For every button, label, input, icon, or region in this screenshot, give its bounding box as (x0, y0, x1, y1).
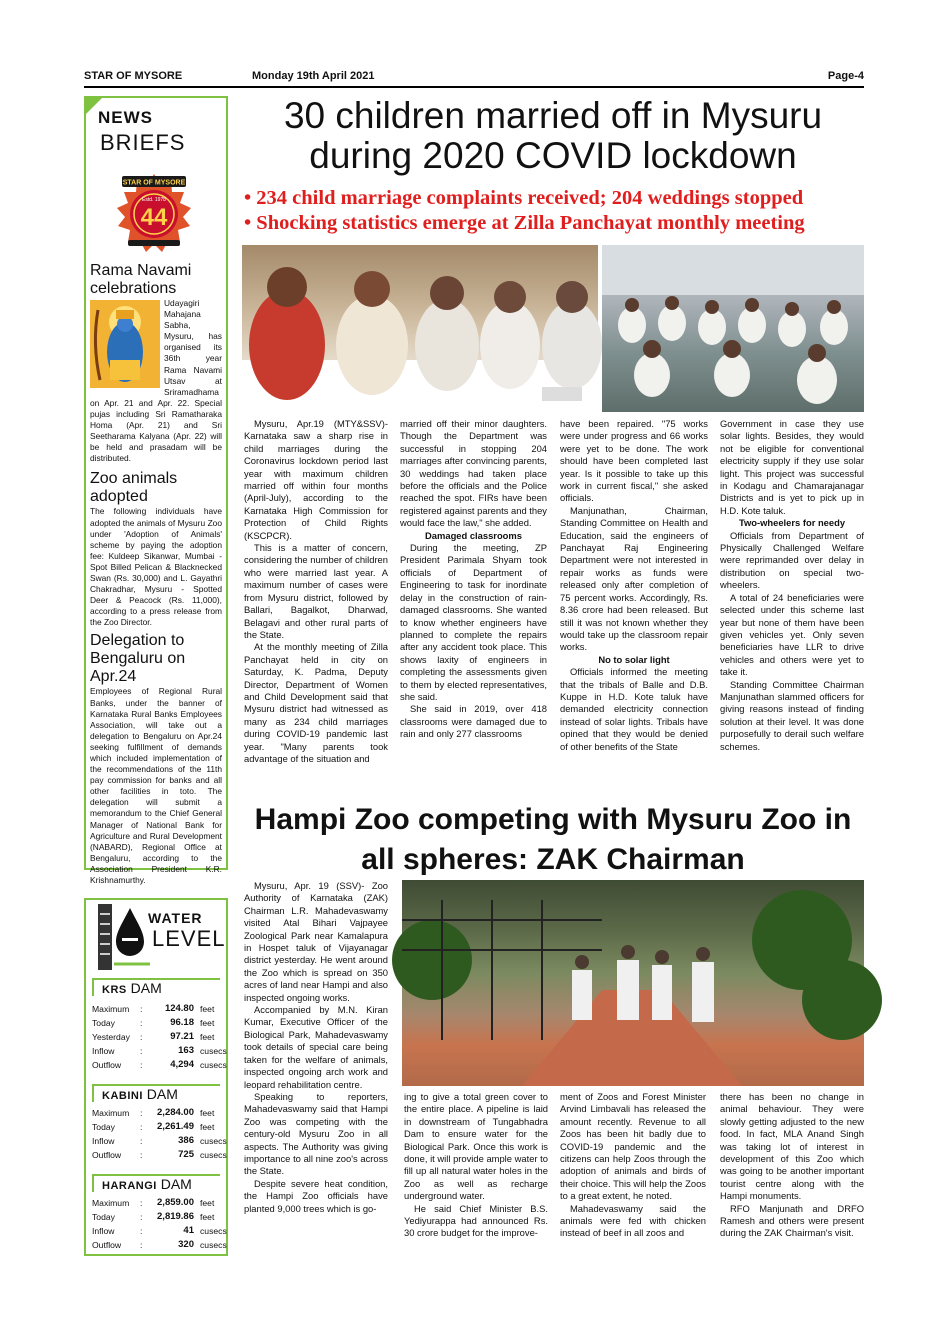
story1-column-3 (560, 418, 708, 753)
dam-row: Inflow : 163 cusecs (92, 1045, 227, 1056)
paragraph: Mahadevaswamy said the animals were fed with chicken instead of beef in all zoos and (560, 1202, 706, 1239)
paragraph: Manjunathan, Chairman, Standing Committee on Health and Education, said the engineers of Panchayat Raj Engineering Department were not interested in repair works as funds were released only after completion of 75 percent works. Accordingly, Rs. 8.36 crore had been released. But still it was not known whether they would take up the classroom repair works. (560, 504, 708, 653)
briefs-list (86, 260, 226, 886)
dam-row: Outflow : 320 cusecs (92, 1239, 227, 1250)
subheading: No to solar light (598, 653, 670, 665)
dam-row: Today : 2,261.49 feet (92, 1121, 215, 1132)
story2-column-3 (560, 1091, 706, 1240)
story1-column-4 (720, 418, 864, 753)
headline-child-marriages: 30 children married off in Mysuru during 2020 COVID lockdown (283, 95, 823, 176)
subheading: Two-wheelers for needy (738, 517, 846, 529)
anniversary-seal-icon (104, 170, 204, 256)
dam-row: Outflow : 4,294 cusecs (92, 1059, 227, 1070)
paragraph: Speaking to reporters, Mahadevaswamy said that Hampi Zoo was competing with the century-old Mysuru Zoo in all aspects. The Authority was giving importance to all nine zoo's across the State. (244, 1090, 388, 1177)
story1-subheads (244, 186, 864, 236)
paragraph: She said in 2019, over 418 classrooms were damaged due to rain and only 277 classrooms (400, 703, 547, 740)
dam-header-harangi: HARANGI DAM (92, 1174, 220, 1192)
dam-row: Outflow : 725 cusecs (92, 1149, 227, 1160)
paragraph: Officials informed the meeting that the tribals of Balle and D.B. Kuppe in H.D. Kote taluk have demanded electricity connection instead of solar lights. Tribals have opined that they would be denied of other benefits of the State (560, 666, 708, 752)
paragraph: Accompanied by M.N. Kiran Kumar, Executive Officer of the Biological Park, Mahadevaswamy took details of special care being taken for the welfare of animals, inspected ongoing arch work and leopard rehabilitation centre. (244, 1004, 388, 1090)
story1-column-2 (400, 418, 547, 741)
dam-row: Maximum : 2,859.00 feet (92, 1197, 215, 1208)
water-subtitle: LEVEL (152, 926, 226, 951)
paragraph: have been repaired. "75 works were under progress and 66 works were yet to be done. The work should have been completed last year. Is it possible to take up this work in current fiscal," she asked officials. (560, 418, 708, 504)
dam-row: Maximum : 2,284.00 feet (92, 1107, 215, 1118)
dam-row: Maximum : 124.80 feet (92, 1003, 215, 1014)
issue-date: Monday 19th April 2021 (252, 70, 375, 82)
paragraph: ing to give a total green cover to the entire place. A pipeline is laid in downstream of Tungabhadra Dam to ensure water for the Biological Park. Once this work is done, it will provide ample water to fill up all natural water holes in the Zoo as well as recharge underground water. (404, 1091, 548, 1202)
paragraph: During the meeting, ZP President Parimala Shyam took officials of Department of Engineering to task for inordinate delay in the construction of rain-damaged classrooms. She wanted to know whether engineers have planned to complete the repairs after any accident took place. This shows laxity of engineers in completing the assessments given to them by elected representatives, she said. (400, 542, 547, 702)
paragraph: He said Chief Minister B.S. Yediyurappa had announced Rs. 30 crore budget for the improve- (404, 1202, 548, 1239)
paragraph: Despite severe heat condition, the Hampi Zoo officials have planted 9,000 trees which is go- (244, 1177, 388, 1214)
seal-est: Estd. 1978 (142, 197, 166, 203)
meeting-officials-photo (242, 245, 598, 412)
brief-text: Employees of Regional Rural Banks, under the banner of Karnataka Rural Banks Employees Association, will take out a delegation to Bengaluru on Apr.24 seeking fulfillment of demands which included implementation of the recommendations of the 11th pay commission for banks and all other facilities in toto. The delegation will submit a memorandum to the Chief General Manager of National Bank for Agriculture and Rural Development (NABARD), Regional Office at Bengaluru, according to the Association President K.R. Krishnamurthy. (90, 686, 222, 886)
seal-number: 44 (140, 204, 168, 231)
paragraph: Mysuru, Apr. 19 (SSV)- Zoo Authority of Karnataka (ZAK) Chairman L.R. Mahadevaswamy visited Atal Bihari Vajpayee Zoological Park near Kamalapura in Hospet taluk of Vijayanagar district yesterday. He went around the Zoo which is spread on 350 acres of land near Hampi and also inspected ongoing works. (244, 880, 388, 1003)
meeting-audience-photo (602, 245, 864, 412)
story2-column-4 (720, 1091, 864, 1240)
news-briefs-box (84, 96, 228, 886)
brief-text: The following individuals have adopted the animals of Mysuru Zoo under 'Adoption of Animals' scheme by paying the adoption fee: Kuldeep Sikanwar, Mumbai - Spot Billed Pelican & Blacknecked Swan (Rs. 30,000) and L. Gayathri Chakradhar, Mysuru - Spotted Deer & Peacock (Rs. 11,000), according to a press release from the Zoo Director. (90, 506, 222, 628)
dam-header-kabini: KABINI DAM (92, 1084, 220, 1102)
paragraph: At the monthly meeting of Zilla Panchayat held in city on Saturday, K. Padma, Deputy Director, Department of Women and Child Development said that Mysuru district had witnessed as many as 234 child marriages during COVID-19 pandemic last year. "Many parents took advantage of the situation and (244, 641, 388, 764)
paragraph: A total of 24 beneficiaries were selected under this scheme last year but none of them have been given vehicles yet. Only seven beneficiaries have LLR to drive vehicles and others were yet to take it. (720, 591, 864, 678)
zoo-visit-photo (402, 880, 864, 1086)
dam-row: Today : 96.18 feet (92, 1017, 215, 1028)
paragraph: Officials from Department of Physically Challenged Welfare were reprimanded over delay in distribution on special two-wheelers. (720, 529, 864, 591)
story2-column-1 (244, 880, 388, 1215)
brief-headline: Zoo animals adopted (90, 470, 178, 506)
paper-name: STAR OF MYSORE (84, 70, 183, 82)
dam-header-krs: KRS DAM (92, 978, 220, 996)
masthead (84, 70, 864, 86)
paragraph: Standing Committee Chairman Manjunathan slammed officers for giving reasons instead of finding solution at their level. It was done purposefully to derail such welfare schemes. (720, 678, 864, 752)
news-briefs-subtitle: BRIEFS (100, 130, 186, 155)
page-number: Page-4 (827, 70, 864, 82)
dam-row: Inflow : 41 cusecs (92, 1225, 227, 1236)
rama-picture (90, 300, 160, 388)
dam-row: Today : 2,819.86 feet (92, 1211, 215, 1222)
paragraph: Government in case they use solar lights. Besides, they would not be eligible for conventional electricity supply if they use solar light. This project was successful in Kodagu and Chamarajanagar Districts and is yet to pick up in H.D. Kote taluk. (720, 418, 864, 516)
paragraph: RFO Manjunath and DRFO Ramesh and others were present during the ZAK Chairman's visit. (720, 1202, 864, 1239)
subhead-bullet: • 234 child marriage complaints received; 204 weddings stopped (244, 187, 804, 209)
brief-text: Udayagiri Mahajana Sabha, Mysuru, has organised its 36th year Rama Navami Utsav at Sriramadhama on Apr. 21 and Apr. 22. Special pujas including Sri Ramatharaka Homa (Apr. 21) and Sri Seetharama Kalyana (Apr. 22) will be held and prasadam will be distributed. (90, 298, 222, 464)
news-briefs-title: NEWS (98, 108, 153, 127)
masthead-rule (84, 86, 864, 88)
water-level-box (84, 898, 228, 1256)
brief-headline: Rama Navami celebrations (90, 262, 192, 297)
headline-hampi-zoo: Hampi Zoo competing with Mysuru Zoo in all spheres: ZAK Chairman (254, 803, 852, 876)
paragraph: there has been no change in animal behaviour. They were slowly getting adjusted to the new food. In fact, MLA Anand Singh was taking lot of interest in development of this Zoo which was going to be another important tourist centre along with the Hampi monuments. (720, 1091, 864, 1202)
brief-headline: Delegation to Bengaluru on Apr.24 (90, 632, 186, 686)
paragraph: Mysuru, Apr.19 (MTY&SSV)- Karnataka saw a sharp rise in child marriages during the Coronavirus lockdown period last year with maximum children married off within four months (April-July), according to the Karnataka High Commission for Protection of Child Rights (KSCPCR). (244, 418, 388, 541)
subheading: Damaged classrooms (425, 529, 522, 541)
paragraph: This is a matter of concern, considering the number of children who were married last year. A maximum number of cases were from Mysuru district, followed by Ballari, Bagalkot, Dharwad, Belagavi and other rural parts of the State. (244, 542, 388, 640)
dam-row: Yesterday : 97.21 feet (92, 1031, 215, 1042)
paragraph: ment of Zoos and Forest Minister Arvind Limbavali has released the amount recently. Revenue to all Zoos has been hit badly due to COVID-19 pandemic and the citizens can help Zoos through the adoption of animals and birds of their choice. This will help the Zoos to a great extent, he noted. (560, 1091, 706, 1202)
dam-row: Inflow : 386 cusecs (92, 1135, 227, 1146)
paragraph: married off their minor daughters. Though the Department was successful in stopping 204 marriages after convincing parents, 30 weddings had taken place before the officials and the Police reached the spot. FIRs have been registered against parents and they would face the law," she added. (400, 418, 547, 529)
subhead-bullet: • Shocking statistics emerge at Zilla Panchayat monthly meeting (244, 212, 805, 234)
water-title: WATER (148, 910, 203, 926)
story2-column-2 (404, 1091, 548, 1240)
water-drop-icon (94, 902, 150, 972)
story1-column-1 (244, 418, 388, 765)
seal-top-text: STAR OF MYSORE (122, 179, 186, 187)
